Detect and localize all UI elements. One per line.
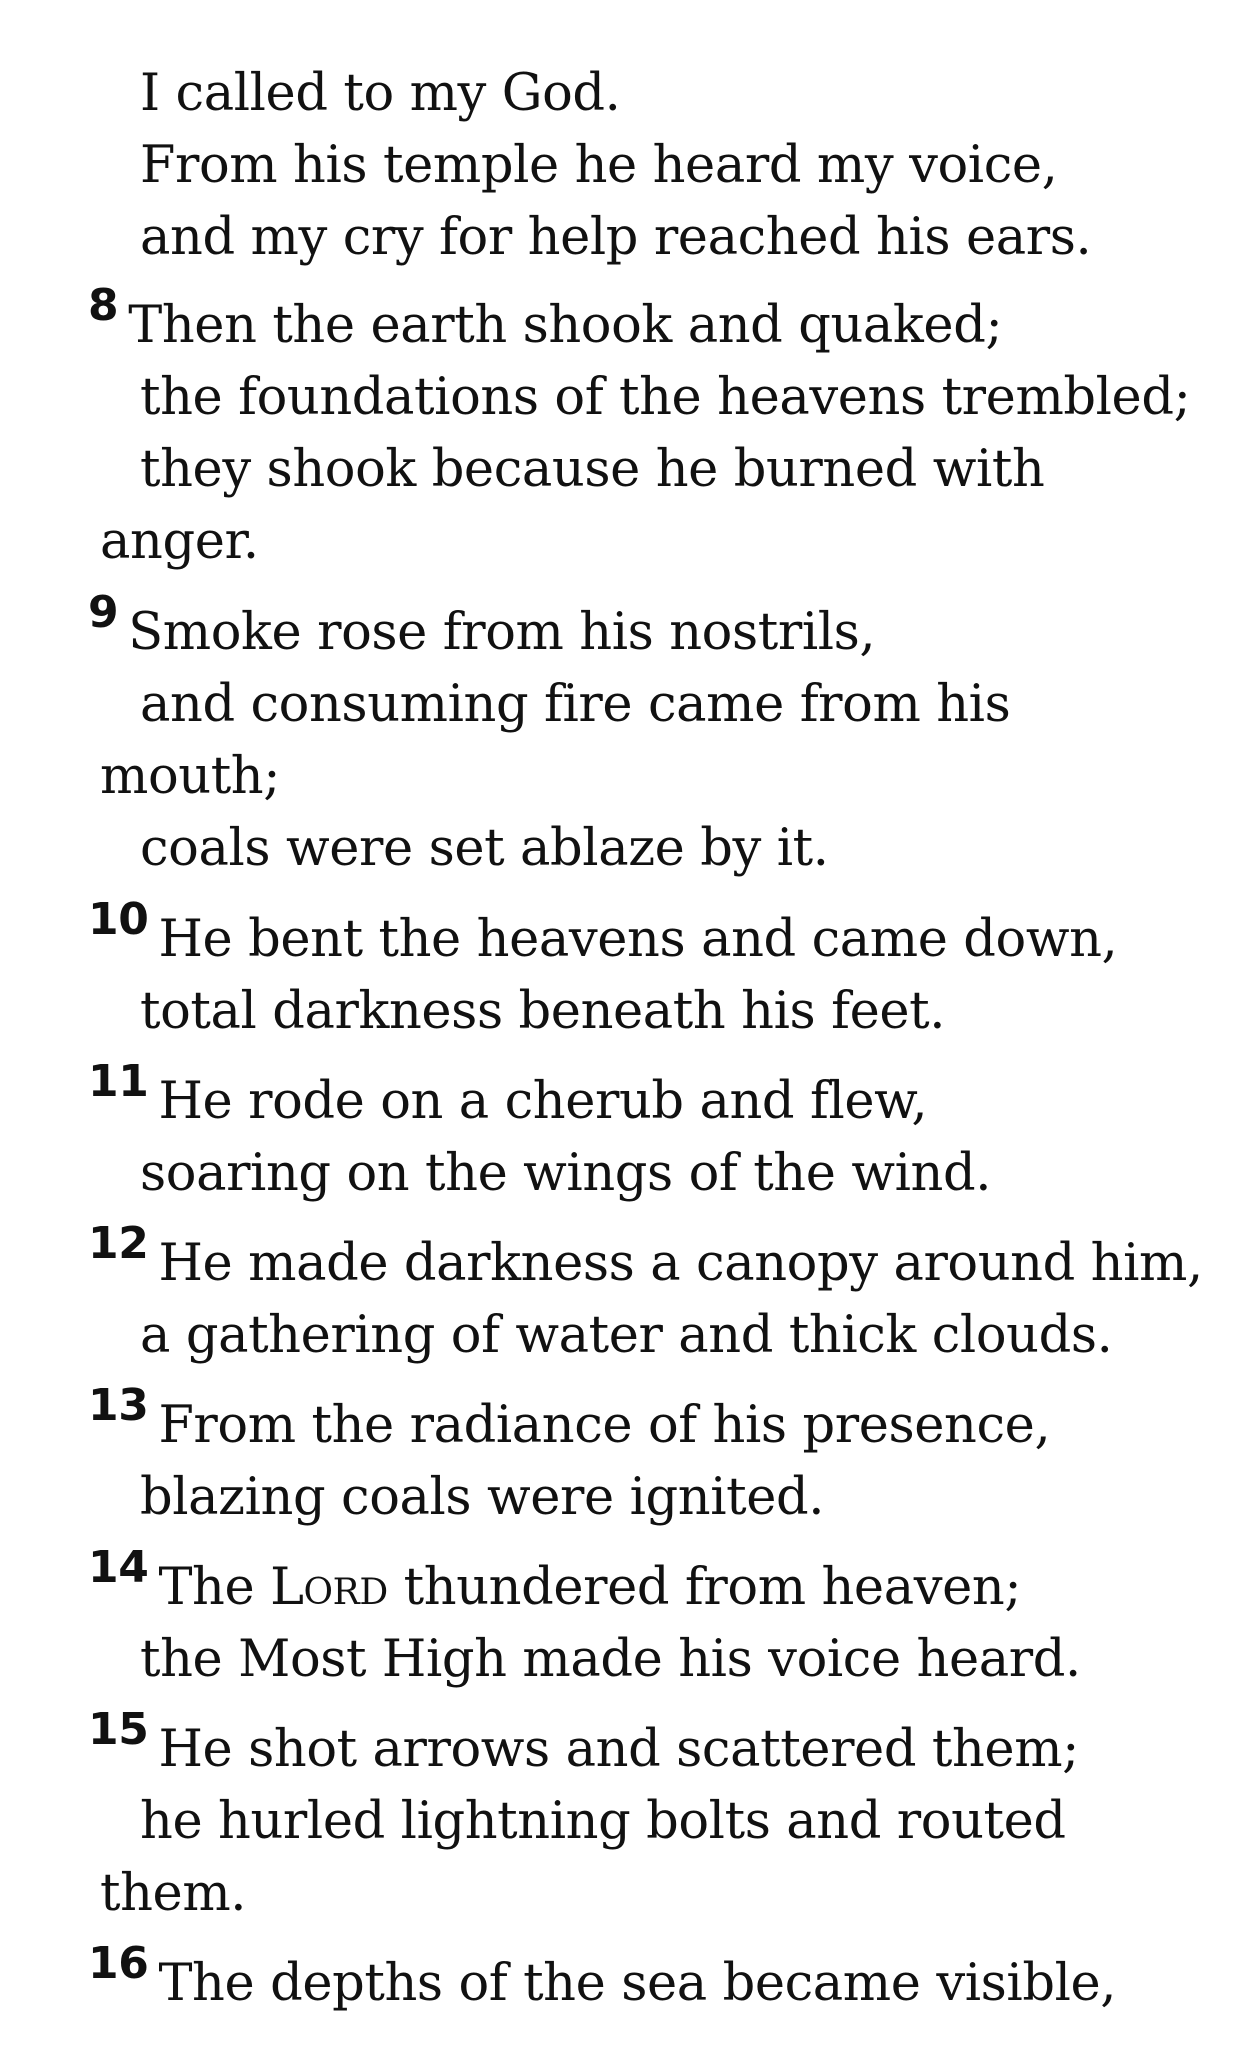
line-text: Then the earth shook and quaked; bbox=[128, 296, 1003, 355]
verse-8 bbox=[88, 280, 1003, 358]
line-text: and my cry for help reached his ears. bbox=[140, 208, 1092, 267]
poetry-line bbox=[140, 368, 1190, 428]
line-text: he hurled lightning bolts and routed bbox=[140, 1792, 1066, 1851]
line-text: Smoke rose from his nostrils, bbox=[128, 603, 876, 662]
verse-14 bbox=[88, 1542, 1022, 1620]
line-text: He made darkness a canopy around him, bbox=[158, 1234, 1203, 1293]
line-text: the Most High made his voice heard. bbox=[140, 1630, 1081, 1689]
line-text: mouth; bbox=[100, 747, 281, 806]
verse-11 bbox=[88, 1056, 928, 1134]
line-text-after: thundered from heaven; bbox=[387, 1558, 1022, 1617]
verse-10 bbox=[88, 894, 1118, 972]
line-text: a gathering of water and thick clouds. bbox=[140, 1306, 1113, 1365]
poetry-line bbox=[140, 64, 621, 124]
line-text: coals were set ablaze by it. bbox=[140, 819, 829, 878]
line-text: total darkness beneath his feet. bbox=[140, 982, 946, 1041]
line-text: He bent the heavens and came down, bbox=[158, 910, 1118, 969]
line-text: and consuming fire came from his bbox=[140, 675, 1011, 734]
poetry-line bbox=[140, 1468, 824, 1528]
poetry-line bbox=[140, 136, 1057, 196]
line-text: they shook because he burned with bbox=[140, 440, 1045, 499]
line-text: them. bbox=[100, 1864, 247, 1923]
line-text: The depths of the sea became visible, bbox=[158, 1954, 1117, 2013]
verse-number: 8 bbox=[88, 280, 119, 331]
poetry-line bbox=[140, 819, 829, 879]
verse-number: 12 bbox=[88, 1218, 149, 1269]
verse-number: 14 bbox=[88, 1542, 149, 1593]
poetry-line bbox=[140, 1144, 991, 1204]
poetry-line-wrap bbox=[100, 747, 280, 807]
line-text: I called to my God. bbox=[140, 64, 621, 123]
poetry-line bbox=[140, 982, 945, 1042]
verse-number: 13 bbox=[88, 1380, 149, 1431]
line-text: soaring on the wings of the wind. bbox=[140, 1144, 992, 1203]
divine-name-smallcaps: Lord bbox=[270, 1558, 388, 1617]
poetry-line bbox=[140, 208, 1091, 268]
verse-9 bbox=[88, 587, 876, 665]
verse-13 bbox=[88, 1380, 1051, 1458]
verse-number: 15 bbox=[88, 1704, 149, 1755]
poetry-line bbox=[140, 675, 1010, 735]
poetry-line bbox=[140, 1306, 1112, 1366]
verse-12 bbox=[88, 1218, 1203, 1296]
line-text: the foundations of the heavens trembled; bbox=[140, 368, 1191, 427]
line-text: blazing coals were ignited. bbox=[140, 1468, 825, 1527]
line-text: From his temple he heard my voice, bbox=[140, 136, 1058, 195]
poetry-line-wrap bbox=[100, 512, 259, 572]
verse-number: 10 bbox=[88, 894, 149, 945]
line-text-before: The bbox=[158, 1558, 271, 1617]
verse-number: 11 bbox=[88, 1056, 149, 1107]
line-text: He rode on a cherub and flew, bbox=[158, 1072, 928, 1131]
line-text: anger. bbox=[100, 512, 259, 571]
verse-number: 9 bbox=[88, 587, 119, 638]
verse-number: 16 bbox=[88, 1938, 149, 1989]
poetry-line bbox=[140, 1630, 1081, 1690]
poetry-line bbox=[140, 440, 1044, 500]
verse-16 bbox=[88, 1938, 1117, 2016]
poetry-line bbox=[140, 1792, 1066, 1852]
line-text: He shot arrows and scattered them; bbox=[158, 1720, 1079, 1779]
line-text: From the radiance of his presence, bbox=[158, 1396, 1051, 1455]
verse-15 bbox=[88, 1704, 1079, 1782]
poetry-line-wrap bbox=[100, 1864, 246, 1924]
